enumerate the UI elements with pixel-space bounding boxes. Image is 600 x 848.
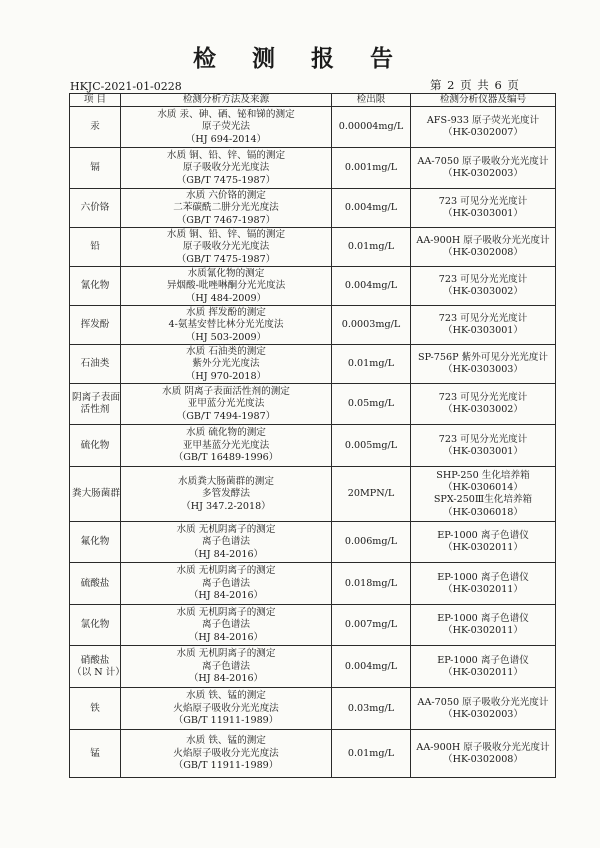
table-row [70,646,556,688]
method-cell-line: 水质 汞、砷、硒、铋和锑的测定 [157,108,295,120]
limit-cell: 0.05mg/L [332,384,411,425]
instrument-cell [411,730,556,778]
column-header-instrument: 检测分析仪器及编号 [411,94,556,107]
method-cell-line: 水质 石油类的测定 [186,345,266,357]
method-cell-line: （GB/T 7475-1987） [176,253,276,265]
method-cell-line: 多管发酵法 [202,488,250,500]
instrument-cell [411,522,556,563]
instrument-cell-line: 723 可见分光光度计 [438,313,528,324]
method-cell [121,107,332,148]
instrument-cell-line: （HK-0302011） [443,666,523,678]
method-cell-line: 水质 无机阴离子的测定 [176,606,276,618]
instrument-cell-line: （HK-0303001） [443,208,523,220]
test-methods-table [69,93,556,778]
method-cell-line: 异烟酸-吡唑啉酮分光光度法 [166,280,286,292]
instrument-cell-line: （HK-0303001） [443,325,523,337]
method-cell-line: 紫外分光光度法 [192,358,260,370]
method-cell-line: 水质 六价铬的测定 [186,189,266,201]
method-cell-line: 离子色谱法 [202,536,250,548]
method-cell-line: （GB/T 7494-1987） [176,410,276,422]
method-cell [121,646,332,688]
method-cell [121,563,332,605]
method-cell-line: 水质 无机阴离子的测定 [176,523,276,535]
item-cell-line: 硝酸盐 [80,654,110,666]
method-cell-line: （GB/T 7467-1987） [176,214,276,226]
limit-cell: 0.03mg/L [332,688,411,730]
instrument-cell-line: （HK-0303002） [443,404,523,416]
instrument-cell-line: （HK-0306018） [443,506,523,518]
instrument-cell-line: （HK-0302003） [443,708,523,720]
instrument-cell-line: EP-1000 离子色谱仪 [437,571,529,583]
limit-cell: 0.004mg/L [332,646,411,688]
item-cell [70,522,121,563]
instrument-cell [411,467,556,522]
method-cell-line: 水质 铁、锰的测定 [186,735,266,747]
item-cell [70,267,121,306]
item-cell-line: 锰 [90,747,100,759]
instrument-cell-line: （HK-0303003） [443,364,523,376]
instrument-cell-line: （HK-0302011） [443,583,523,595]
item-cell-line: 挥发酚 [80,319,110,331]
method-cell [121,148,332,189]
instrument-cell [411,306,556,345]
method-cell [121,267,332,306]
method-cell-line: （HJ 503-2009） [185,331,267,343]
table-row [70,267,556,306]
item-cell [70,425,121,467]
instrument-cell-line: EP-1000 离子色谱仪 [437,654,529,666]
method-cell-line: （GB/T 11911-1989） [173,715,279,727]
method-cell [121,425,332,467]
method-cell-line: （GB/T 16489-1996） [173,452,279,464]
method-cell [121,228,332,267]
method-cell-line: 水质 挥发酚的测定 [186,306,266,318]
item-cell-line: 阴离子表面 [72,392,120,403]
instrument-cell-line: （HK-0302011） [443,542,523,554]
method-cell-line: 原子吸收分光光度法 [182,241,270,253]
column-header-method: 检测分析方法及来源 [121,94,332,107]
table-row [70,384,556,425]
method-cell-line: 离子色谱法 [202,660,250,672]
table-row [70,345,556,384]
column-header-limit: 检出限 [332,94,411,107]
limit-cell: 0.007mg/L [332,605,411,646]
instrument-cell-line: 723 可见分光光度计 [438,433,528,445]
instrument-cell [411,646,556,688]
instrument-cell [411,425,556,467]
method-cell-line: （HJ 970-2018） [185,370,267,382]
method-cell-line: 水质氰化物的测定 [187,267,265,279]
instrument-cell-line: AA-900H 原子吸收分光光度计 [416,741,550,753]
method-cell-line: （GB/T 11911-1989） [173,760,279,772]
column-header-item: 项 目 [70,94,121,107]
table-row [70,730,556,778]
limit-cell: 0.005mg/L [332,425,411,467]
item-cell-line: 汞 [90,121,100,133]
method-cell-line: 二苯碳酰二肼分光光度法 [173,202,279,214]
table-row [70,189,556,228]
instrument-cell-line: 723 可见分光光度计 [438,392,528,403]
method-cell-line: 水质 铁、锰的测定 [186,690,266,702]
method-cell-line: 水质 硫化物的测定 [186,427,266,439]
item-cell-line: 六价铬 [80,202,110,214]
item-cell [70,306,121,345]
instrument-cell-line: AA-7050 原子吸收分光光度计 [417,156,549,167]
limit-cell: 0.006mg/L [332,522,411,563]
method-cell [121,522,332,563]
method-cell-line: 水质 阴离子表面活性剂的测定 [162,385,290,397]
instrument-cell-line: （HK-0303001） [443,445,523,457]
limit-cell: 0.01mg/L [332,345,411,384]
method-cell-line: 原子吸收分光光度法 [182,162,270,174]
method-cell-line: 亚甲蓝分光光度法 [187,398,265,410]
item-cell-line: 铅 [90,241,100,253]
item-cell-line: 氟化物 [80,536,110,548]
item-cell [70,384,121,425]
page-indicator: 第 2 页 共 6 页 [430,78,519,92]
instrument-cell-line: SHP-250 生化培养箱 [436,469,530,481]
item-cell-line: 氰化物 [80,280,110,292]
instrument-cell-line: SP-756P 紫外可见分光光度计 [418,352,548,363]
instrument-cell [411,345,556,384]
instrument-cell-line: （HK-0302007） [443,127,523,139]
item-cell [70,688,121,730]
method-cell-line: 水质 铜、铅、锌、镉的测定 [166,228,286,240]
limit-cell: 0.01mg/L [332,730,411,778]
item-cell [70,189,121,228]
item-cell-line: 硫酸盐 [80,577,110,589]
instrument-cell-line: SPX-250Ⅲ生化培养箱 [433,494,533,506]
instrument-cell-line: EP-1000 离子色谱仪 [437,530,529,541]
instrument-cell-line: 723 可见分光光度计 [438,196,528,207]
instrument-cell [411,563,556,605]
table-header-row [70,94,556,107]
instrument-cell-line: （HK-0303002） [443,286,523,298]
limit-cell: 0.0003mg/L [332,306,411,345]
instrument-cell [411,688,556,730]
limit-cell: 0.00004mg/L [332,107,411,148]
instrument-cell-line: （HK-0302008） [443,247,523,259]
method-cell-line: 亚甲基蓝分光光度法 [182,439,270,451]
instrument-cell [411,107,556,148]
method-cell [121,384,332,425]
instrument-cell-line: （HK-0302008） [443,753,523,765]
method-cell-line: （HJ 694-2014） [185,133,267,145]
instrument-cell-line: AA-900H 原子吸收分光光度计 [416,235,550,246]
instrument-cell [411,228,556,267]
instrument-cell-line: （HK-0306014） [443,482,523,493]
table-row [70,306,556,345]
item-cell-line: 铁 [90,702,100,714]
instrument-cell [411,189,556,228]
item-cell [70,563,121,605]
limit-cell: 0.004mg/L [332,189,411,228]
limit-cell: 0.018mg/L [332,563,411,605]
limit-cell: 0.01mg/L [332,228,411,267]
report-number: HKJC-2021-01-0228 [70,80,182,93]
method-cell-line: 离子色谱法 [202,619,250,631]
item-cell [70,605,121,646]
item-cell-line: 镉 [90,162,100,174]
table-body [70,107,556,778]
method-cell-line: 离子色谱法 [202,577,250,589]
item-cell [70,148,121,189]
limit-cell: 0.001mg/L [332,148,411,189]
method-cell-line: 火焰原子吸收分光光度法 [173,747,279,759]
instrument-cell-line: AFS-933 原子荧光光度计 [426,115,540,126]
method-cell [121,306,332,345]
method-cell-line: （HJ 84-2016） [188,673,264,685]
method-cell-line: 原子荧光法 [202,121,250,133]
instrument-cell [411,605,556,646]
item-cell-line: 活性剂 [80,404,110,416]
instrument-cell-line: （HK-0302011） [443,625,523,637]
report-title: 检 测 报 告 [192,45,408,72]
instrument-cell-line: AA-7050 原子吸收分光光度计 [417,696,549,708]
item-cell [70,228,121,267]
method-cell-line: （HJ 84-2016） [188,631,264,643]
table-row [70,228,556,267]
item-cell-line: 粪大肠菌群 [72,488,120,500]
item-cell-line: 石油类 [80,358,110,370]
table-row [70,522,556,563]
method-cell-line: （HJ 484-2009） [185,292,267,304]
method-cell [121,688,332,730]
method-cell-line: （GB/T 7475-1987） [176,174,276,186]
method-cell-line: （HJ 84-2016） [188,548,264,560]
method-cell-line: 水质 无机阴离子的测定 [176,648,276,660]
instrument-cell [411,384,556,425]
item-cell-line: （以 N 计） [72,666,125,678]
instrument-cell-line: EP-1000 离子色谱仪 [437,613,529,624]
item-cell [70,467,121,522]
method-cell [121,345,332,384]
method-cell-line: 火焰原子吸收分光光度法 [173,702,279,714]
table-row [70,148,556,189]
item-cell-line: 硫化物 [80,439,110,451]
table-row [70,563,556,605]
method-cell-line: （HJ 347.2-2018） [181,500,271,512]
method-cell-line: （HJ 84-2016） [188,590,264,602]
limit-cell: 0.004mg/L [332,267,411,306]
table-row [70,425,556,467]
table-row [70,605,556,646]
table-row [70,688,556,730]
method-cell [121,730,332,778]
method-cell [121,467,332,522]
instrument-cell [411,148,556,189]
method-cell [121,605,332,646]
item-cell [70,345,121,384]
item-cell-line: 氯化物 [80,619,110,631]
item-cell [70,107,121,148]
instrument-cell-line: 723 可见分光光度计 [438,274,528,285]
table-row [70,467,556,522]
method-cell-line: 水质粪大肠菌群的测定 [178,475,274,487]
limit-cell: 20MPN/L [332,467,411,522]
instrument-cell [411,267,556,306]
instrument-cell-line: （HK-0302003） [443,168,523,180]
item-cell [70,646,125,688]
method-cell-line: 水质 铜、铅、锌、镉的测定 [166,149,286,161]
table-row [70,107,556,148]
method-cell-line: 水质 无机阴离子的测定 [176,565,276,577]
item-cell [70,730,121,778]
method-cell [121,189,332,228]
method-cell-line: 4-氨基安替比林分光光度法 [168,319,284,331]
